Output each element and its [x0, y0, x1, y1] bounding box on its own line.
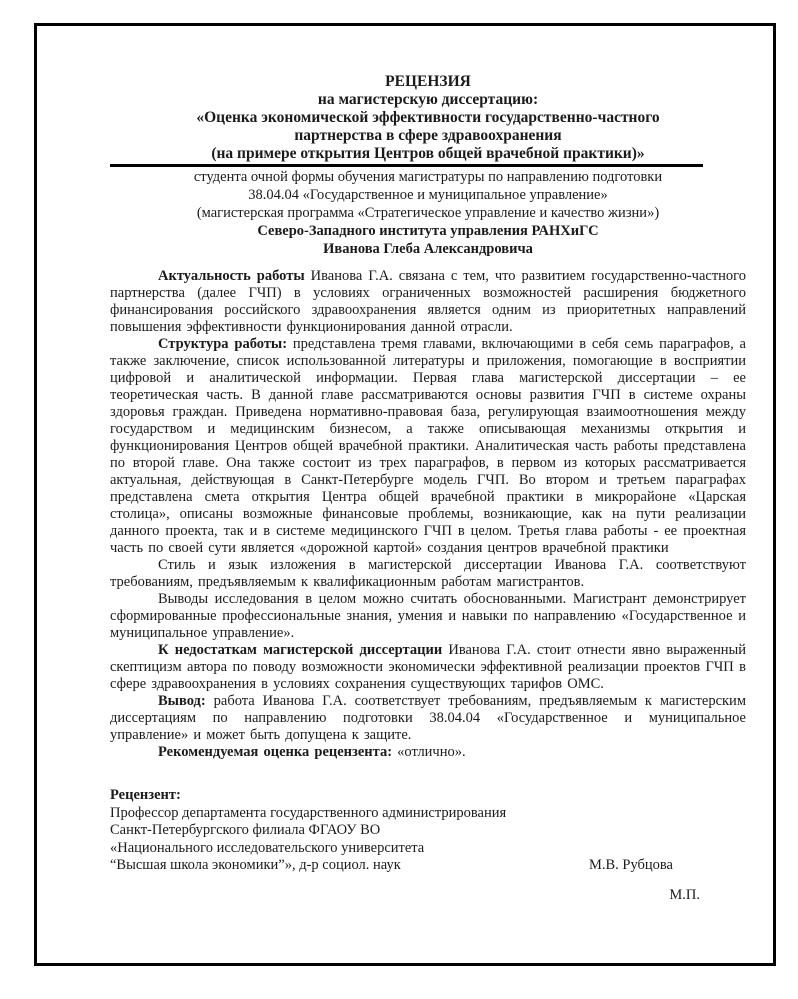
stamp-placeholder: М.П. — [669, 886, 700, 903]
paragraph-text: Иванова Г.А. связана с тем, что развитием государственно-частного партнерства (далее ГЧП) в условиях ограниченных возможностей расширения бюджетного финансирования российского здравоохранения является одним из приоритетных направлений повышения эффективности функционирования данной отрасли. — [110, 268, 746, 335]
paragraph-structure — [110, 336, 746, 557]
title-line: партнерства в сфере здравоохранения — [294, 127, 562, 144]
paragraph-text: Выводы исследования в целом можно считать обоснованными. Магистрант демонстрирует сформированные профессиональные знания, умения и навыки по направлению «Государственное и муниципальное управление». — [110, 591, 746, 641]
subtitle-line: студента очной формы обучения магистратуры по направлению подготовки — [193, 169, 663, 185]
paragraph-text: Иванова Г.А. стоит отнести явно выраженный скептицизм автора по поводу возможности экономически эффективной реализации проектов ГЧП в сфере здравоохранения в условиях сохранения существующих тарифов ОМС. — [110, 642, 746, 692]
paragraph-verdict — [110, 693, 746, 744]
document-title — [110, 73, 746, 163]
document-body — [110, 268, 746, 761]
reviewer-position-line: Профессор департамента государственного администрирования — [110, 804, 507, 821]
title-line: «Оценка экономической эффективности государственно-частного — [196, 109, 660, 126]
paragraph-text: Стиль и язык изложения в магистерской диссертации Иванова Г.А. соответствуют требованиям, предъявляемым к квалификационным работам магистрантов. — [110, 557, 746, 590]
reviewer-position-line: “Высшая школа экономики”», д-р социол. наук — [110, 857, 401, 873]
reviewer-name: М.В. Рубцова — [588, 857, 673, 873]
paragraph-lead: Рекомендуемая оценка рецензента: — [158, 744, 393, 760]
paragraph-lead: Структура работы: — [158, 336, 288, 352]
reviewer-position-line: Санкт-Петербургского филиала ФГАОУ ВО — [110, 822, 381, 838]
subtitle-line: (магистерская программа «Стратегическое управление и качество жизни») — [196, 205, 660, 221]
title-line: на магистерскую диссертацию: — [317, 91, 539, 108]
student-name: Иванова Глеба Александровича — [323, 241, 533, 257]
paragraph-style — [110, 557, 746, 591]
subtitle-line: 38.04.04 «Государственное и муниципальное управление» — [248, 187, 608, 203]
reviewer-label: Рецензент: — [110, 787, 181, 803]
affiliation-line: Северо-Западного института управления РАНХиГС — [257, 223, 599, 239]
paragraph-text: представлена тремя главами, включающими в себя семь параграфов, а также заключение, список использованной литературы и приложения, помогающие в восприятии цифровой и аналитической информации. Первая глава магистерской диссертации – ее теоретическая часть. В данной главе рассматриваются основы развития ГЧП в системе охраны здоровья граждан. Приведена нормативно-правовая база, регулирующая взаимоотношения между государством и медицинским бизнесом, а также описывающая механизмы открытия и функционирования Центров общей врачебной практики. Аналитическая часть работы представлена по второй главе. Она также состоит из трех параграфов, в первом из которых рассматривается актуальная, действующая в Санкт-Петербурге модель ГЧП. Во втором и третьем параграфах представлена смета открытия Центра общей врачебной практики в микрорайоне «Царская столица», описаны возможные финансовые проблемы, возникающие, как на пути реализации данного проекта, так и в системе медицинского ГЧП в целом. Третья глава работы - ее проектная часть по своей сути является «дорожной картой» создания центров врачебной практики — [110, 336, 746, 556]
title-line: РЕЦЕНЗИЯ — [385, 73, 471, 90]
paragraph-lead: Вывод: — [158, 693, 206, 709]
document-subtitle — [110, 168, 746, 258]
paragraph-relevance — [110, 268, 746, 336]
paragraph-text: «отлично». — [392, 744, 466, 760]
paragraph-lead: Актуальность работы — [158, 268, 305, 284]
paragraph-lead: К недостаткам магистерской диссертации — [158, 642, 443, 658]
paragraph-shortcomings — [110, 642, 746, 693]
document-page — [34, 23, 776, 966]
title-underline — [110, 164, 703, 167]
paragraph-recommended-grade — [110, 744, 746, 761]
title-line: (на примере открытия Центров общей врачебной практики)» — [211, 145, 645, 162]
paragraph-text: работа Иванова Г.А. соответствует требованиям, предъявляемым к магистерским диссертациям по направлению подготовки 38.04.04 «Государственное и муниципальное управление» и может быть допущена к защите. — [110, 693, 746, 743]
reviewer-signature-block — [110, 787, 746, 875]
signature-row — [110, 857, 746, 875]
paragraph-conclusions — [110, 591, 746, 642]
reviewer-position-line: «Национального исследовательского университета — [110, 839, 425, 856]
